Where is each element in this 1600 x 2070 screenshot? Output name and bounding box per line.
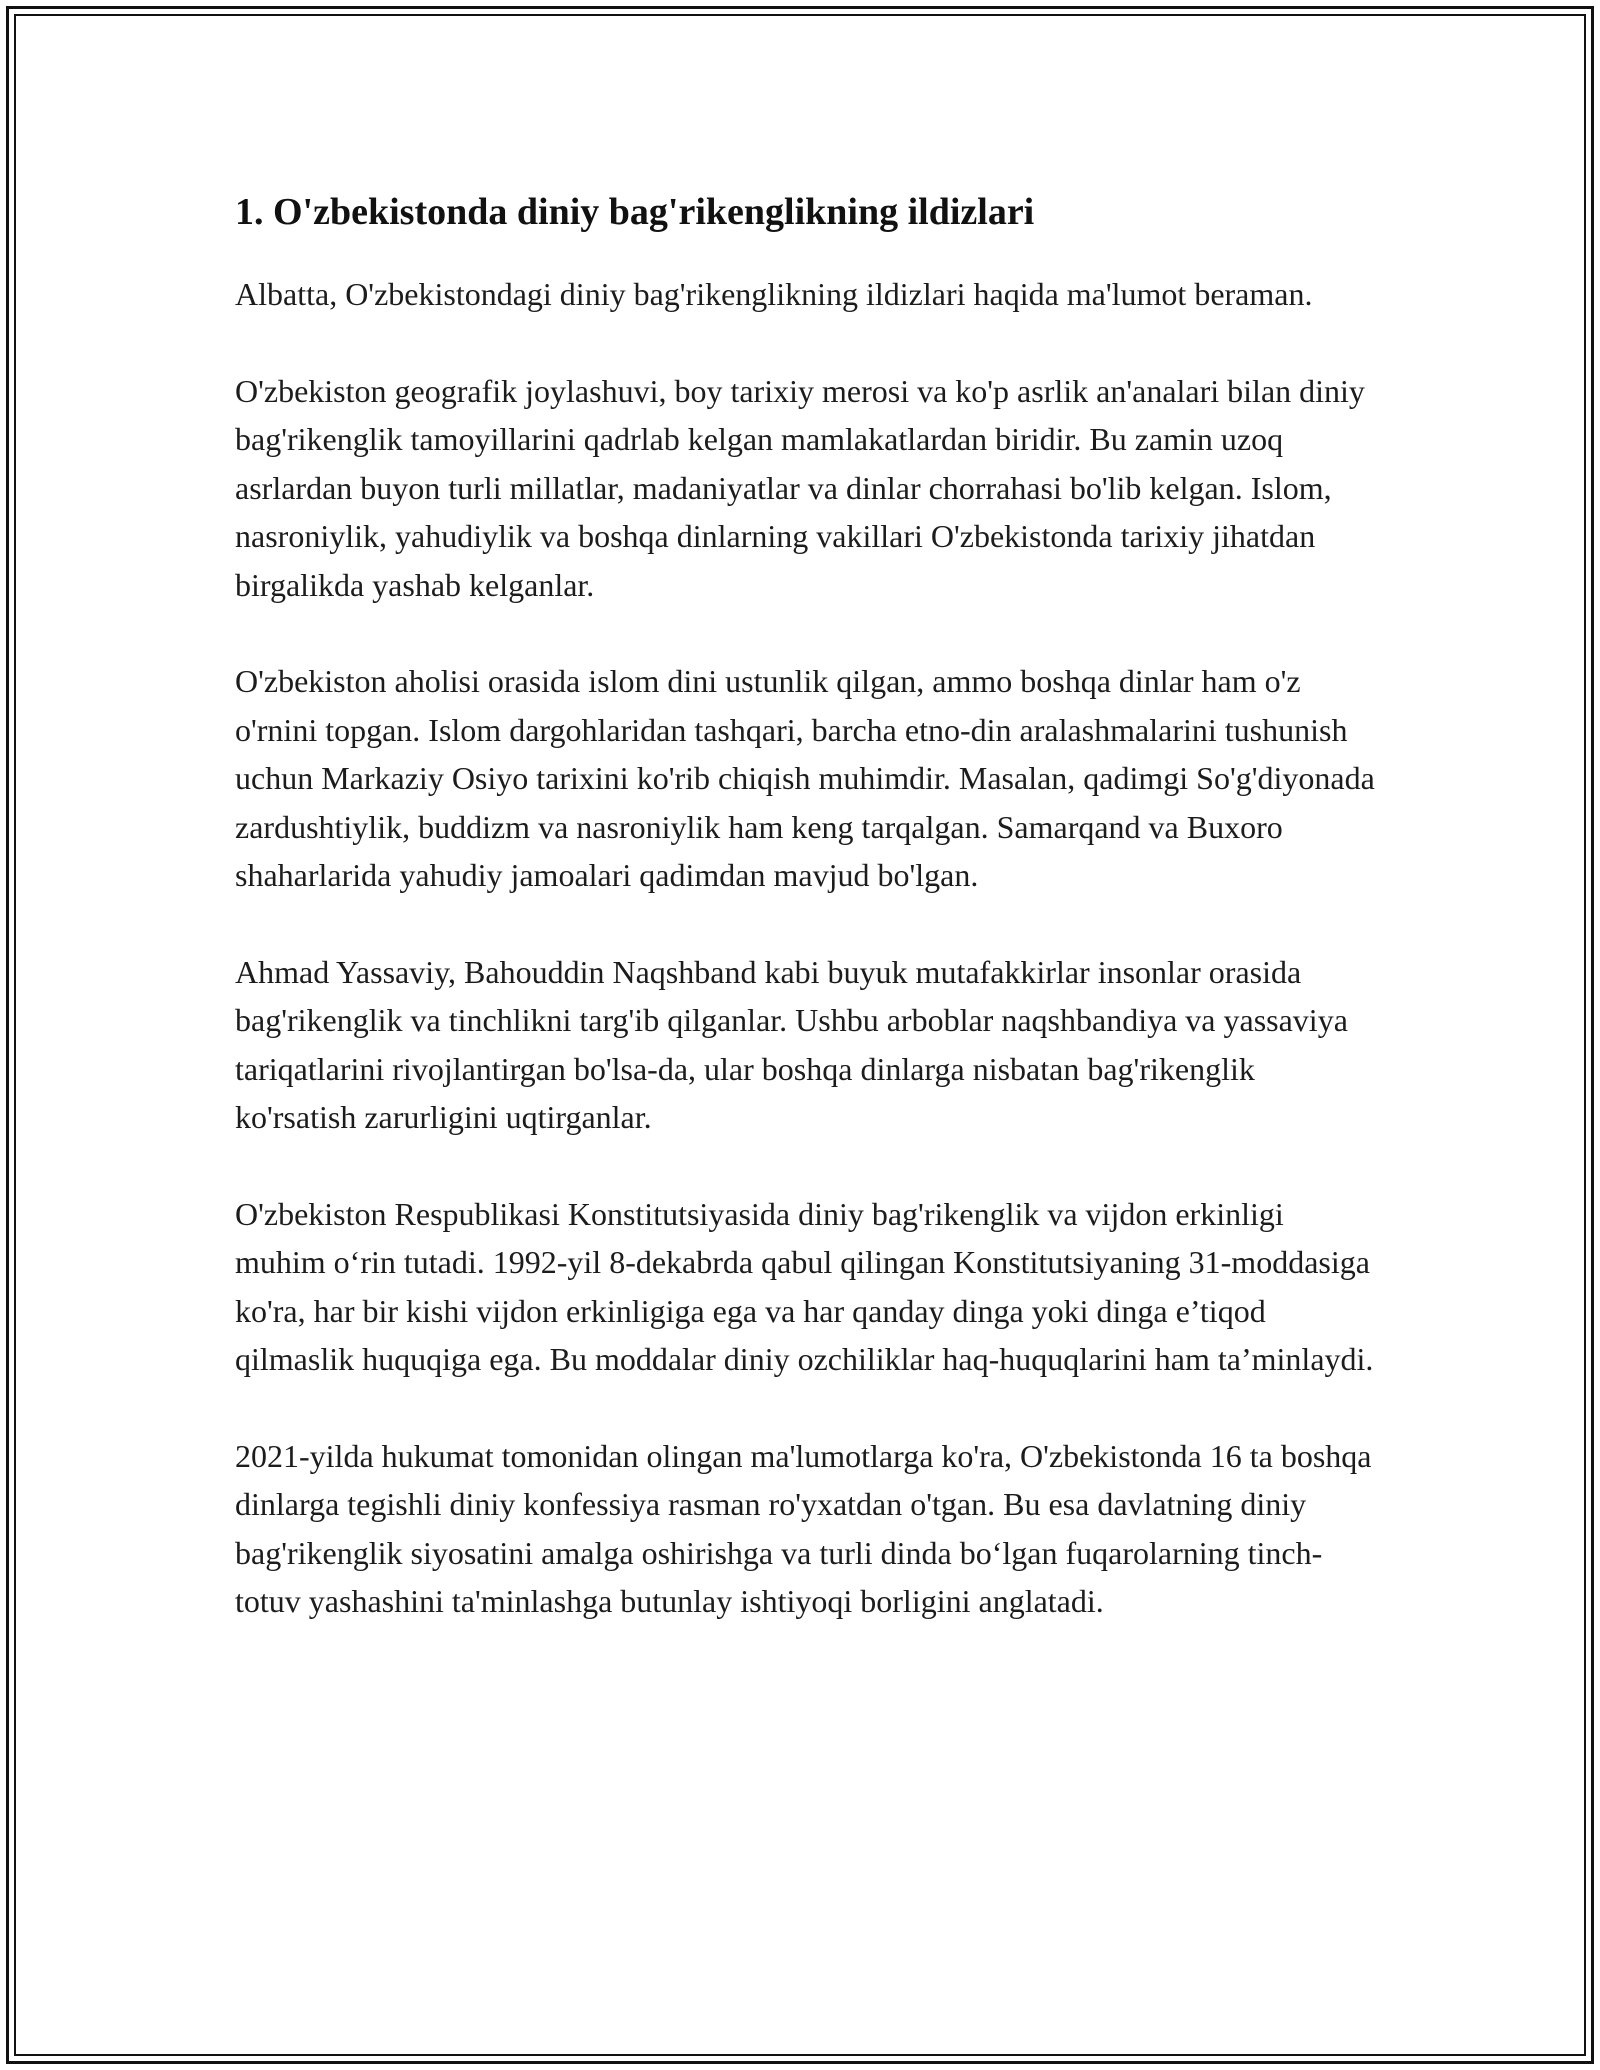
paragraph-thinkers: Ahmad Yassaviy, Bahouddin Naqshband kabi buyuk mutafakkirlar insonlar orasida bag'rikenglik va tinchlikni targ'ib qilganlar. Ushbu arboblar naqshbandiya va yassaviya tariqatlarini rivojlantirgan bo'lsa-da, ular boshqa dinlarga nisbatan bag'rikenglik ko'rsatish zarurligini uqtirganlar.: [235, 953, 1348, 1135]
paragraph-religions-history: O'zbekiston aholisi orasida islom dini ustunlik qilgan, ammo boshqa dinlar ham o'z o'rnini topgan. Islom dargohlaridan tashqari, barcha etno-din aralashmalarini tushunish uchun Markaziy Osiyo tarixini ko'rib chiqish muhimdir. Masalan, qadimgi So'g'diyonada zardushtiylik, buddizm va nasroniylik ham keng tarqalgan. Samarqand va Buxoro shaharlarida yahudiy jamoalari qadimdan mavjud bo'lgan.: [235, 663, 1375, 893]
page-title: 1. O'zbekistonda diniy bag'rikenglikning ildizlari: [235, 191, 1035, 233]
document-body: [235, 188, 1375, 1674]
paragraph-geography: O'zbekiston geografik joylashuvi, boy tarixiy merosi va ko'p asrlik an'analari bilan diniy bag'rikenglik tamoyillarini qadrlab kelgan mamlakatlardan biridir. Bu zamin uzoq asrlardan buyon turli millatlar, madaniyatlar va dinlar chorrahasi bo'lib kelgan. Islom, nasroniylik, yahudiylik va boshqa dinlarning vakillari O'zbekistonda tarixiy jihatdan birgalikda yashab kelganlar.: [235, 372, 1365, 603]
paragraph-constitution: O'zbekiston Respublikasi Konstitutsiyasida diniy bag'rikenglik va vijdon erkinligi muhim o‘rin tutadi. 1992-yil 8-dekabrda qabul qilingan Konstitutsiyaning 31-moddasiga ko'ra, har bir kishi vijdon erkinligiga ega va har qanday dinga yoki dinga e’tiqod qilmaslik huquqiga ega. Bu moddalar diniy ozchiliklar haq-huquqlarini ham ta’minlaydi.: [235, 1195, 1374, 1377]
paragraph-confessions-2021: 2021-yilda hukumat tomonidan olingan ma'lumotlarga ko'ra, O'zbekistonda 16 ta boshqa dinlarga tegishli diniy konfessiya rasman ro'yxatdan o'tgan. Bu esa davlatning diniy bag'rikenglik siyosatini amalga oshirishga va turli dinda bo‘lgan fuqarolarning tinch-totuv yashashini ta'minlashga butunlay ishtiyoqi borligini anglatadi.: [235, 1437, 1372, 1619]
paragraph-intro: Albatta, O'zbekistondagi diniy bag'rikenglikning ildizlari haqida ma'lumot beraman.: [235, 276, 1313, 312]
